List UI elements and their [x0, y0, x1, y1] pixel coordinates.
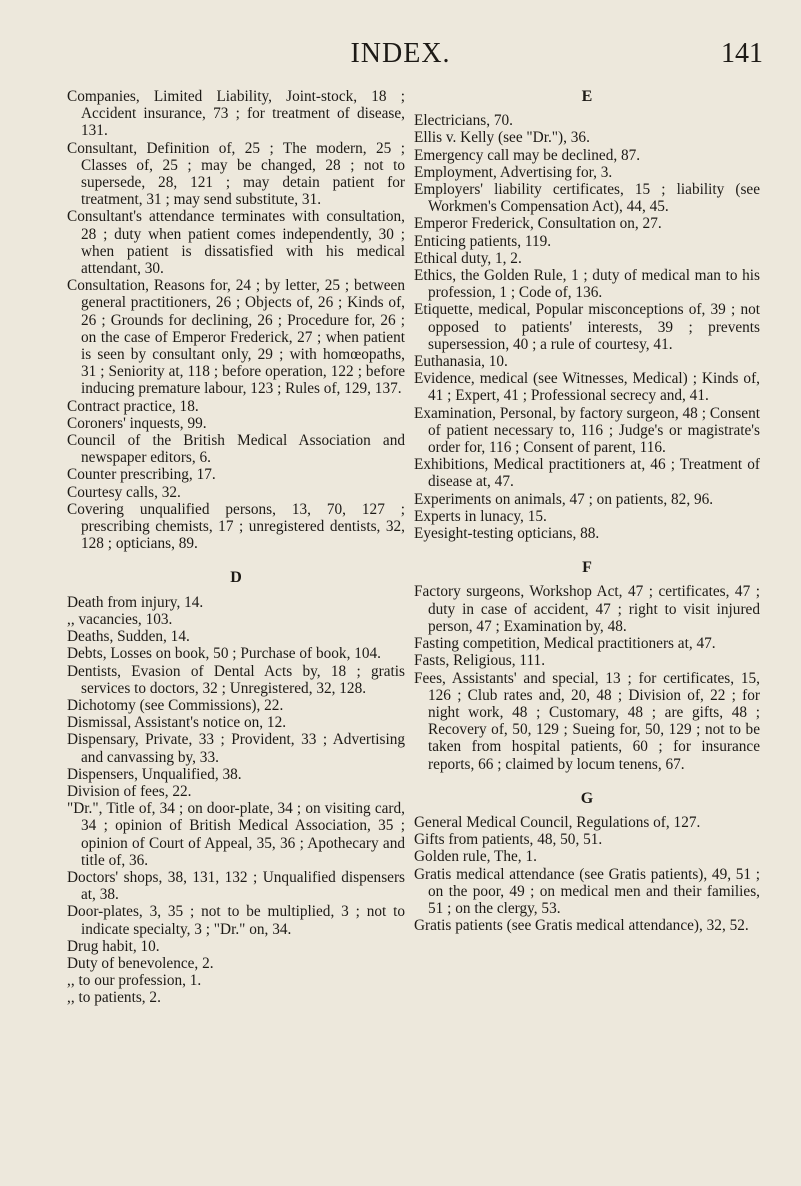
- index-entry: Factory surgeons, Workshop Act, 47 ; certificates, 47 ; duty in case of accident, 47 ; right to visit injured person, 47 ; Examination by, 48.: [414, 583, 760, 635]
- index-entry: Ellis v. Kelly (see "Dr."), 36.: [414, 129, 590, 147]
- index-entry: Dispensers, Unqualified, 38.: [67, 765, 242, 783]
- index-entry: Doctors' shops, 38, 131, 132 ; Unqualified dispensers at, 38.: [67, 868, 405, 904]
- index-entry: Dismissal, Assistant's notice on, 12.: [67, 714, 287, 732]
- index-entry: ,, to patients, 2.: [67, 989, 161, 1007]
- index-entry: Fasts, Religious, 111.: [414, 652, 546, 670]
- index-entry: Dichotomy (see Commissions), 22.: [67, 696, 284, 714]
- page-header: [0, 38, 801, 78]
- index-entry: Division of fees, 22.: [67, 782, 192, 800]
- index-entry: Door-plates, 3, 35 ; not to be multiplied, 3 ; not to indicate specialty, 3 ; "Dr." on, 34.: [67, 903, 405, 938]
- section-letter-g: G: [580, 789, 594, 807]
- page-number: 141: [721, 38, 763, 69]
- index-entry: Deaths, Sudden, 14.: [67, 628, 190, 646]
- index-entry: Emperor Frederick, Consultation on, 27.: [414, 215, 662, 233]
- index-entry: Debts, Losses on book, 50 ; Purchase of book, 104.: [67, 645, 381, 663]
- index-entry: Enticing patients, 119.: [414, 232, 552, 250]
- index-entry: Gratis medical attendance (see Gratis patients), 49, 51 ; on the poor, 49 ; on medical men and their families, 51 ; on the clergy, 53.: [414, 865, 760, 917]
- index-entry: Experts in lunacy, 15.: [414, 507, 547, 525]
- c-entries: [67, 88, 405, 552]
- right-column: [414, 88, 760, 934]
- index-entry: Electricians, 70.: [414, 112, 513, 130]
- section-letter-e: E: [581, 88, 593, 105]
- index-entry: Golden rule, The, 1.: [414, 848, 537, 866]
- index-entry: "Dr.", Title of, 34 ; on door-plate, 34 ; on visiting card, 34 ; opinion of British Medical Association, 35 ; opinion of Court of Appeal, 35, 36 ; Apothecary and title of, 36.: [67, 800, 405, 869]
- index-entry: Emergency call may be declined, 87.: [414, 146, 641, 164]
- index-entry: Etiquette, medical, Popular misconceptions of, 39 ; not opposed to patients' interests, 39 ; prevents supersession, 40 ; a rule of courtesy, 41.: [414, 301, 760, 353]
- index-entry: Contract practice, 18.: [67, 397, 199, 415]
- index-entry: General Medical Council, Regulations of, 127.: [414, 813, 701, 831]
- index-entry: Covering unqualified persons, 13, 70, 127 ; prescribing chemists, 17 ; unregistered dentists, 32, 128 ; opticians, 89.: [67, 500, 405, 553]
- index-entry: Evidence, medical (see Witnesses, Medical) ; Kinds of, 41 ; Expert, 41 ; Professional secrecy and, 41.: [414, 370, 760, 405]
- index-entry: ,, vacancies, 103.: [67, 610, 173, 628]
- f-entries: [414, 583, 760, 772]
- index-entry: Drug habit, 10.: [67, 937, 160, 955]
- index-entry: Experiments on animals, 47 ; on patients, 82, 96.: [414, 490, 714, 508]
- running-title: INDEX.: [350, 38, 451, 69]
- index-entry: Consultation, Reasons for, 24 ; by letter, 25 ; between general practitioners, 26 ; Objects of, 26 ; Kinds of, 26 ; Grounds for declining, 26 ; Procedure for, 26 ; on the case of Emperor Frederick, 27 ; when patient is seen by consultant only, 29 ; with homœopaths, 31 ; Seniority at, 118 ; before operation, 122 ; before inducing premature labour, 123 ; Rules of, 129, 137.: [67, 277, 405, 398]
- section-letter-f: F: [582, 559, 592, 577]
- index-entry: Dentists, Evasion of Dental Acts by, 18 ; gratis services to doctors, 32 ; Unregistered, 32, 128.: [67, 662, 405, 697]
- index-entry: Employers' liability certificates, 15 ; liability (see Workmen's Compensation Act), 44, 45.: [414, 181, 760, 216]
- g-entries: [414, 814, 760, 934]
- left-column: [67, 88, 405, 1007]
- index-entry: Consultant, Definition of, 25 ; The modern, 25 ; Classes of, 25 ; may be changed, 28 ; not to supersede, 28, 121 ; may detain patient for treatment, 31 ; may send substitute, 31.: [67, 139, 405, 209]
- index-entry: Dispensary, Private, 33 ; Provident, 33 ; Advertising and canvassing by, 33.: [67, 731, 405, 766]
- section-letter-d: D: [230, 569, 242, 587]
- index-entry: Fees, Assistants' and special, 13 ; for certificates, 15, 126 ; Club rates and, 20, 48 ; Division of, 22 ; for night work, 48 ; Customary, 48 ; are gifts, 48 ; Recovery of, 50, 129 ; Sueing for, 50, 129 ; not to be taken from hospital patients, 60 ; for insurance reports, 66 ; claimed by locum tenens, 67.: [414, 669, 760, 773]
- index-entry: Counter prescribing, 17.: [67, 466, 216, 484]
- e-entries: [414, 112, 760, 542]
- index-entry: Gifts from patients, 48, 50, 51.: [414, 831, 603, 849]
- index-entry: Ethical duty, 1, 2.: [414, 249, 522, 267]
- index-entry: Euthanasia, 10.: [414, 353, 508, 371]
- index-entry: Gratis patients (see Gratis medical attendance), 32, 52.: [414, 917, 749, 935]
- index-entry: Exhibitions, Medical practitioners at, 46 ; Treatment of disease at, 47.: [414, 456, 760, 491]
- index-entry: Council of the British Medical Association and newspaper editors, 6.: [67, 432, 405, 467]
- index-entry: Consultant's attendance terminates with consultation, 28 ; duty when patient comes independently, 30 ; when patient is dissatisfied with his medical attendant, 30.: [67, 208, 405, 278]
- index-entry: ,, to our profession, 1.: [67, 972, 202, 990]
- index-entry: Courtesy calls, 32.: [67, 483, 181, 501]
- index-entry: Death from injury, 14.: [67, 593, 204, 611]
- index-entry: Examination, Personal, by factory surgeon, 48 ; Consent of patient necessary to, 116 ; Judge's or magistrate's order for, 116 ; Consent of parent, 116.: [414, 404, 760, 457]
- index-entry: Companies, Limited Liability, Joint-stock, 18 ; Accident insurance, 73 ; for treatment of disease, 131.: [67, 88, 405, 140]
- index-entry: Duty of benevolence, 2.: [67, 954, 214, 972]
- index-entry: Eyesight-testing opticians, 88.: [414, 525, 600, 543]
- index-entry: Fasting competition, Medical practitioners at, 47.: [414, 635, 716, 653]
- d-entries: [67, 594, 405, 1007]
- index-entry: Ethics, the Golden Rule, 1 ; duty of medical man to his profession, 1 ; Code of, 136.: [414, 267, 760, 302]
- index-entry: Coroners' inquests, 99.: [67, 414, 207, 432]
- index-entry: Employment, Advertising for, 3.: [414, 163, 613, 181]
